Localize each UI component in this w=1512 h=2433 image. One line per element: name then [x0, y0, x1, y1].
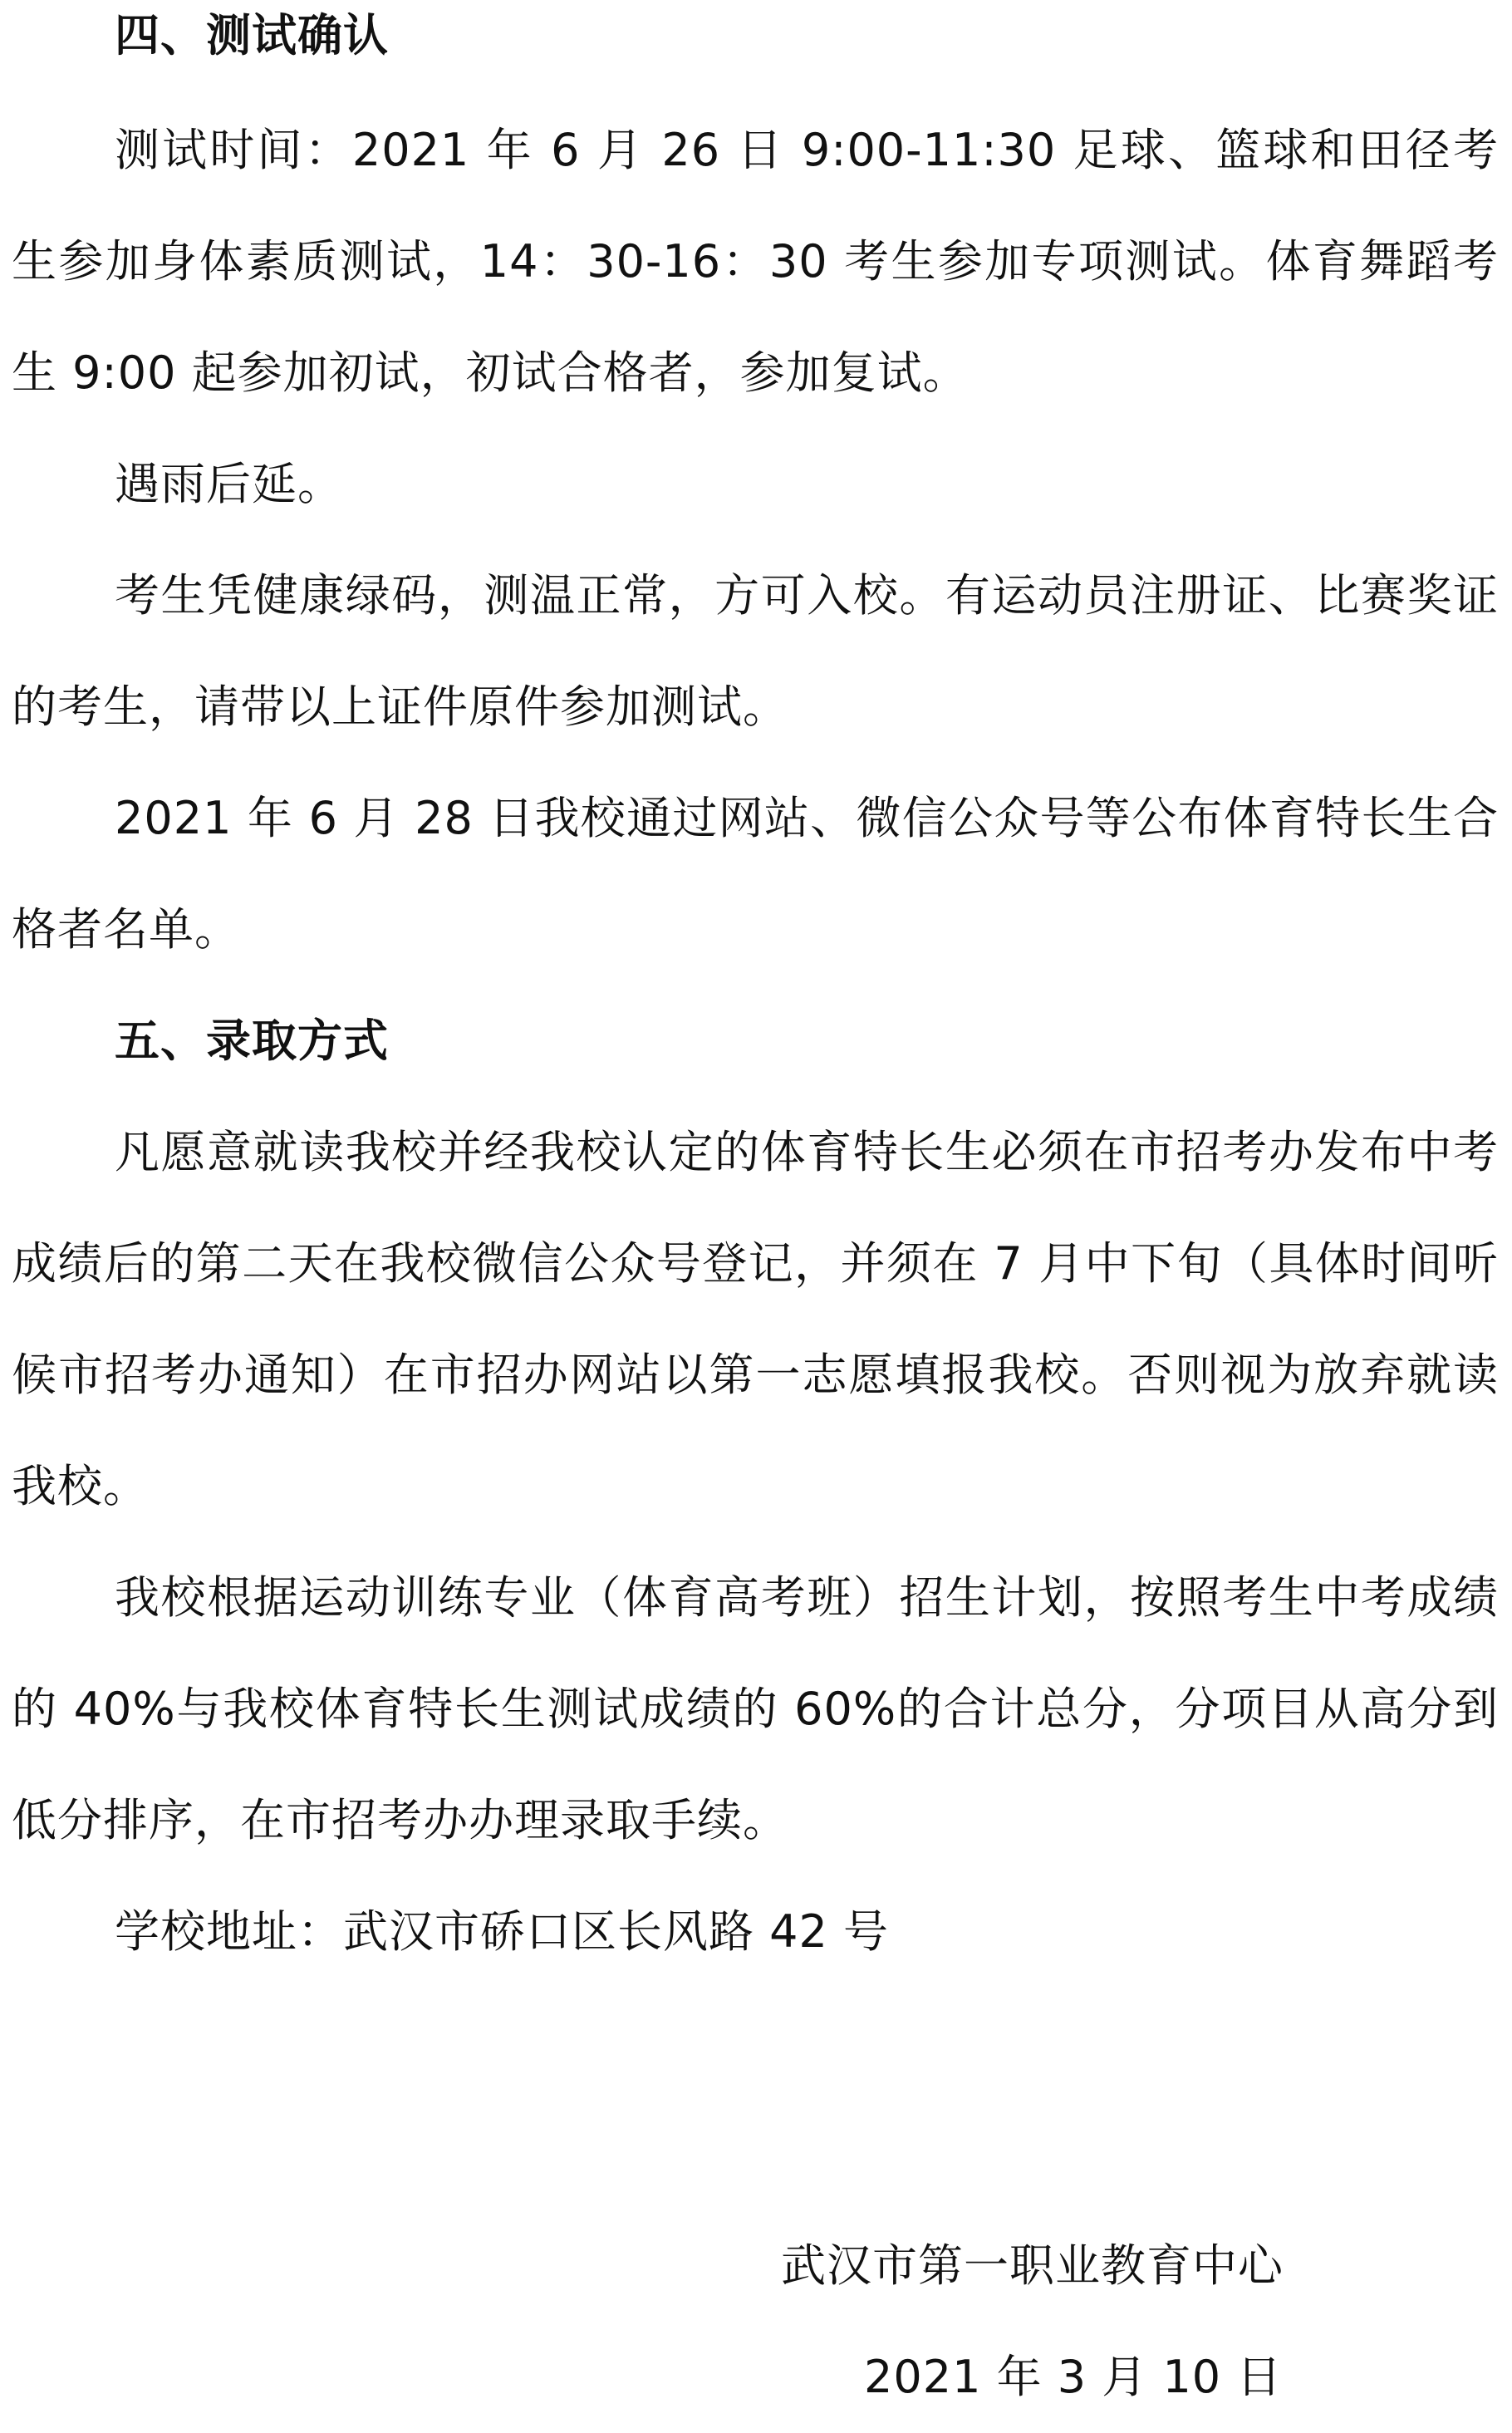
health-code-paragraph: 考生凭健康绿码，测温正常，方可入校。有运动员注册证、比赛奖证的考生，请带以上证件原件参加测试。 [12, 569, 1499, 733]
section-4-heading: 四、测试确认 [115, 9, 389, 61]
test-time-paragraph: 测试时间：2021 年 6 月 26 日 9:00-11:30 足球、篮球和田径考生参加身体素质测试，14：30-16：30 考生参加专项测试。体育舞蹈考生 9:00 起参加初试，初试合格者，参加复试。 [12, 124, 1499, 399]
section-5-heading: 五、录取方式 [115, 1015, 389, 1067]
ranking-paragraph: 我校根据运动训练专业（体育高考班）招生计划，按照考生中考成绩的 40%与我校体育特长生测试成绩的 60%的合计总分，分项目从高分到低分排序，在市招考办办理录取手续。 [12, 1571, 1499, 1846]
admission-paragraph: 凡愿意就读我校并经我校认定的体育特长生必须在市招考办发布中考成绩后的第二天在我校微信公众号登记，并须在 7 月中下旬（具体时间听候市招考办通知）在市招办网站以第一志愿填报我校。否则视为放弃就读我校。 [12, 1126, 1499, 1512]
signature-date: 2021 年 3 月 10 日 [864, 2351, 1283, 2403]
signature-organization: 武汉市第一职业教育中心 [781, 2239, 1284, 2292]
school-address-paragraph: 学校地址：武汉市硚口区长风路 42 号 [115, 1905, 890, 1958]
rain-delay-paragraph: 遇雨后延。 [115, 458, 343, 510]
results-announcement-paragraph: 2021 年 6 月 28 日我校通过网站、微信公众号等公布体育特长生合格者名单。 [12, 792, 1499, 956]
